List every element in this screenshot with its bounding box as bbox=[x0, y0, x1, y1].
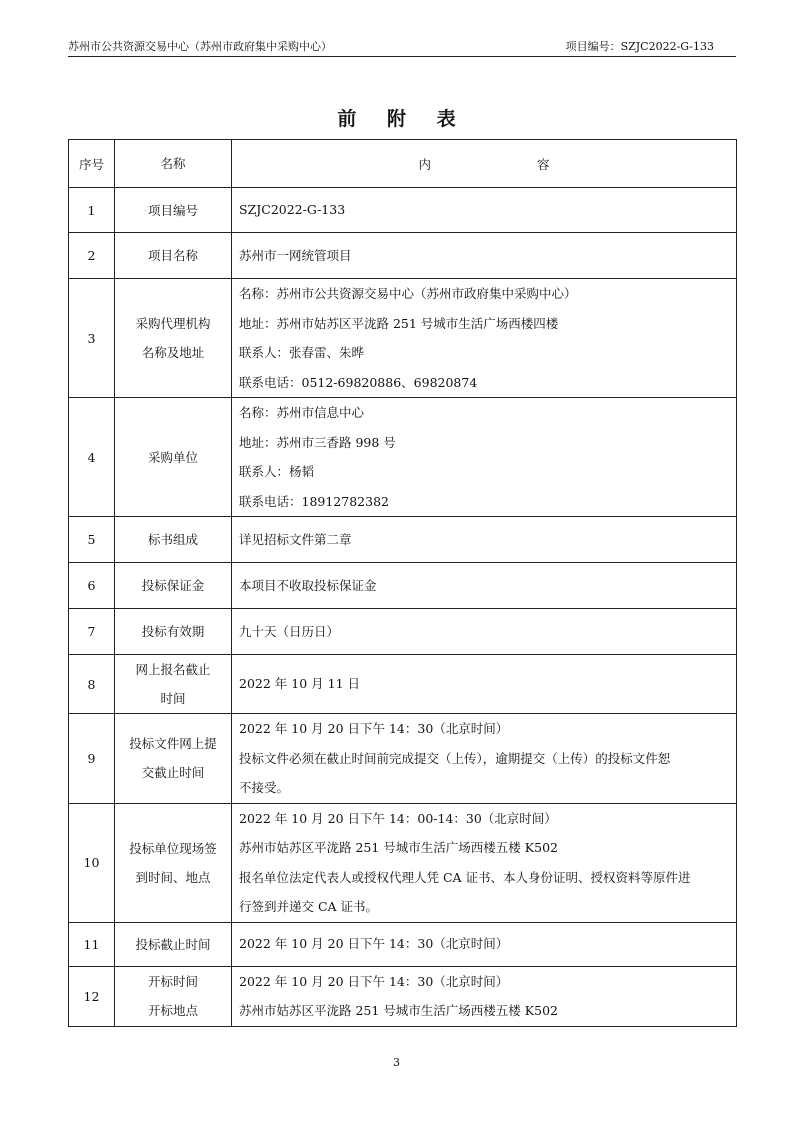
row-name-line: 采购单位 bbox=[147, 449, 198, 465]
row-seq: 11 bbox=[69, 922, 115, 966]
header-project-number: 项目编号：SZJC2022-G-133 bbox=[565, 40, 714, 53]
table-row bbox=[69, 609, 737, 655]
row-content-line: 联系电话：18912782382 bbox=[239, 493, 389, 509]
header-seq: 序号 bbox=[69, 140, 115, 188]
table-row bbox=[69, 517, 737, 563]
row-name-line: 标书组成 bbox=[147, 532, 198, 547]
row-name-line: 交截止时间 bbox=[141, 765, 205, 781]
row-content-line: 不接受。 bbox=[239, 780, 290, 795]
row-content-line: 2022 年 10 月 20 日下午 14：30（北京时间） bbox=[239, 936, 509, 952]
row-content-line: 投标文件必须在截止时间前完成提交（上传），逾期提交（上传）的投标文件恕 bbox=[239, 750, 671, 766]
row-name-line: 开标时间 bbox=[147, 974, 198, 989]
header-name: 名称 bbox=[115, 140, 232, 188]
row-content bbox=[232, 922, 737, 966]
row-seq: 2 bbox=[69, 233, 115, 279]
table-row bbox=[69, 188, 737, 233]
row-seq: 7 bbox=[69, 609, 115, 655]
row-content-line: 联系人：张春雷、朱晔 bbox=[239, 345, 365, 360]
row-seq: 5 bbox=[69, 517, 115, 563]
row-name-line: 采购代理机构 bbox=[135, 316, 211, 331]
row-name-line: 投标截止时间 bbox=[135, 936, 211, 952]
header-organization: 苏州市公共资源交易中心（苏州市政府集中采购中心） bbox=[68, 40, 332, 53]
row-name bbox=[115, 398, 232, 517]
row-name-line: 投标单位现场签 bbox=[129, 840, 217, 856]
table-row bbox=[69, 233, 737, 279]
row-content-line: 本项目不收取投标保证金 bbox=[239, 577, 377, 593]
row-content-line: 苏州市一网统管项目 bbox=[239, 247, 352, 263]
row-content bbox=[232, 966, 737, 1026]
row-content-line: 九十天（日历日） bbox=[239, 623, 340, 639]
row-content-line: 详见招标文件第二章 bbox=[239, 531, 352, 547]
row-content bbox=[232, 398, 737, 517]
row-content-line: 2022 年 10 月 20 日下午 14：00-14：30（北京时间） bbox=[239, 810, 557, 826]
page-title: 前 附 表 bbox=[337, 108, 468, 130]
row-name-line: 到时间、地点 bbox=[135, 869, 211, 885]
row-seq: 9 bbox=[69, 714, 115, 804]
table-row bbox=[69, 655, 737, 714]
row-content bbox=[232, 233, 737, 279]
row-content-line: 名称：苏州市信息中心 bbox=[239, 405, 365, 420]
header-content-b: 容 bbox=[537, 156, 550, 172]
row-content bbox=[232, 714, 737, 804]
header-content-a: 内 bbox=[418, 156, 431, 172]
row-content-line: 联系电话：0512-69820886、69820874 bbox=[239, 374, 478, 390]
row-name bbox=[115, 563, 232, 609]
row-name-line: 投标保证金 bbox=[141, 578, 205, 593]
row-content-line: 2022 年 10 月 20 日下午 14：30（北京时间） bbox=[239, 973, 509, 989]
row-name-line: 网上报名截止 bbox=[135, 662, 211, 677]
row-content bbox=[232, 188, 737, 233]
row-name bbox=[115, 188, 232, 233]
row-name bbox=[115, 609, 232, 655]
row-content-line: 2022 年 10 月 11 日 bbox=[239, 676, 360, 692]
row-seq: 4 bbox=[69, 398, 115, 517]
row-content-line: SZJC2022-G-133 bbox=[239, 202, 346, 218]
header-content bbox=[232, 140, 737, 188]
row-seq: 8 bbox=[69, 655, 115, 714]
row-content-line: 苏州市姑苏区平泷路 251 号城市生活广场西楼五楼 K502 bbox=[239, 1003, 558, 1018]
row-content-line: 苏州市姑苏区平泷路 251 号城市生活广场西楼五楼 K502 bbox=[239, 840, 558, 855]
row-seq: 6 bbox=[69, 563, 115, 609]
row-name-line: 时间 bbox=[160, 691, 186, 706]
row-seq: 1 bbox=[69, 188, 115, 233]
row-content-line: 行签到并递交 CA 证书。 bbox=[239, 899, 379, 914]
row-content bbox=[232, 517, 737, 563]
row-content bbox=[232, 803, 737, 922]
row-name bbox=[115, 803, 232, 922]
row-name-line: 投标文件网上提 bbox=[129, 736, 217, 752]
row-content-line: 名称：苏州市公共资源交易中心（苏州市政府集中采购中心） bbox=[239, 286, 577, 301]
row-content-line: 地址：苏州市三香路 998 号 bbox=[239, 434, 396, 450]
row-name bbox=[115, 714, 232, 804]
row-name-line: 名称及地址 bbox=[141, 345, 205, 360]
row-name bbox=[115, 279, 232, 398]
row-name-line: 开标地点 bbox=[147, 1003, 198, 1018]
row-name bbox=[115, 517, 232, 563]
row-content bbox=[232, 655, 737, 714]
table-row bbox=[69, 563, 737, 609]
row-content bbox=[232, 609, 737, 655]
row-content bbox=[232, 279, 737, 398]
running-header bbox=[68, 38, 736, 57]
row-content-line: 报名单位法定代表人或授权代理人凭 CA 证书、本人身份证明、授权资料等原件进 bbox=[239, 869, 691, 885]
front-attachment-table bbox=[68, 139, 737, 1027]
row-seq: 3 bbox=[69, 279, 115, 398]
row-content bbox=[232, 563, 737, 609]
table-row bbox=[69, 803, 737, 922]
table-row bbox=[69, 714, 737, 804]
row-content-line: 地址：苏州市姑苏区平泷路 251 号城市生活广场西楼四楼 bbox=[239, 315, 559, 331]
row-name-line: 项目名称 bbox=[147, 248, 198, 263]
table-header-row bbox=[69, 140, 737, 188]
row-content-line: 2022 年 10 月 20 日下午 14：30（北京时间） bbox=[239, 721, 509, 736]
table-row bbox=[69, 279, 737, 398]
table-row bbox=[69, 966, 737, 1026]
row-name bbox=[115, 233, 232, 279]
row-name-line: 投标有效期 bbox=[141, 624, 205, 639]
row-name bbox=[115, 922, 232, 966]
row-name-line: 项目编号 bbox=[147, 202, 198, 218]
row-name bbox=[115, 655, 232, 714]
row-content-line: 联系人：杨韬 bbox=[239, 464, 315, 479]
row-seq: 10 bbox=[69, 803, 115, 922]
row-name bbox=[115, 966, 232, 1026]
row-seq: 12 bbox=[69, 966, 115, 1026]
table-row bbox=[69, 922, 737, 966]
page-number: 3 bbox=[393, 1056, 400, 1069]
table-row bbox=[69, 398, 737, 517]
